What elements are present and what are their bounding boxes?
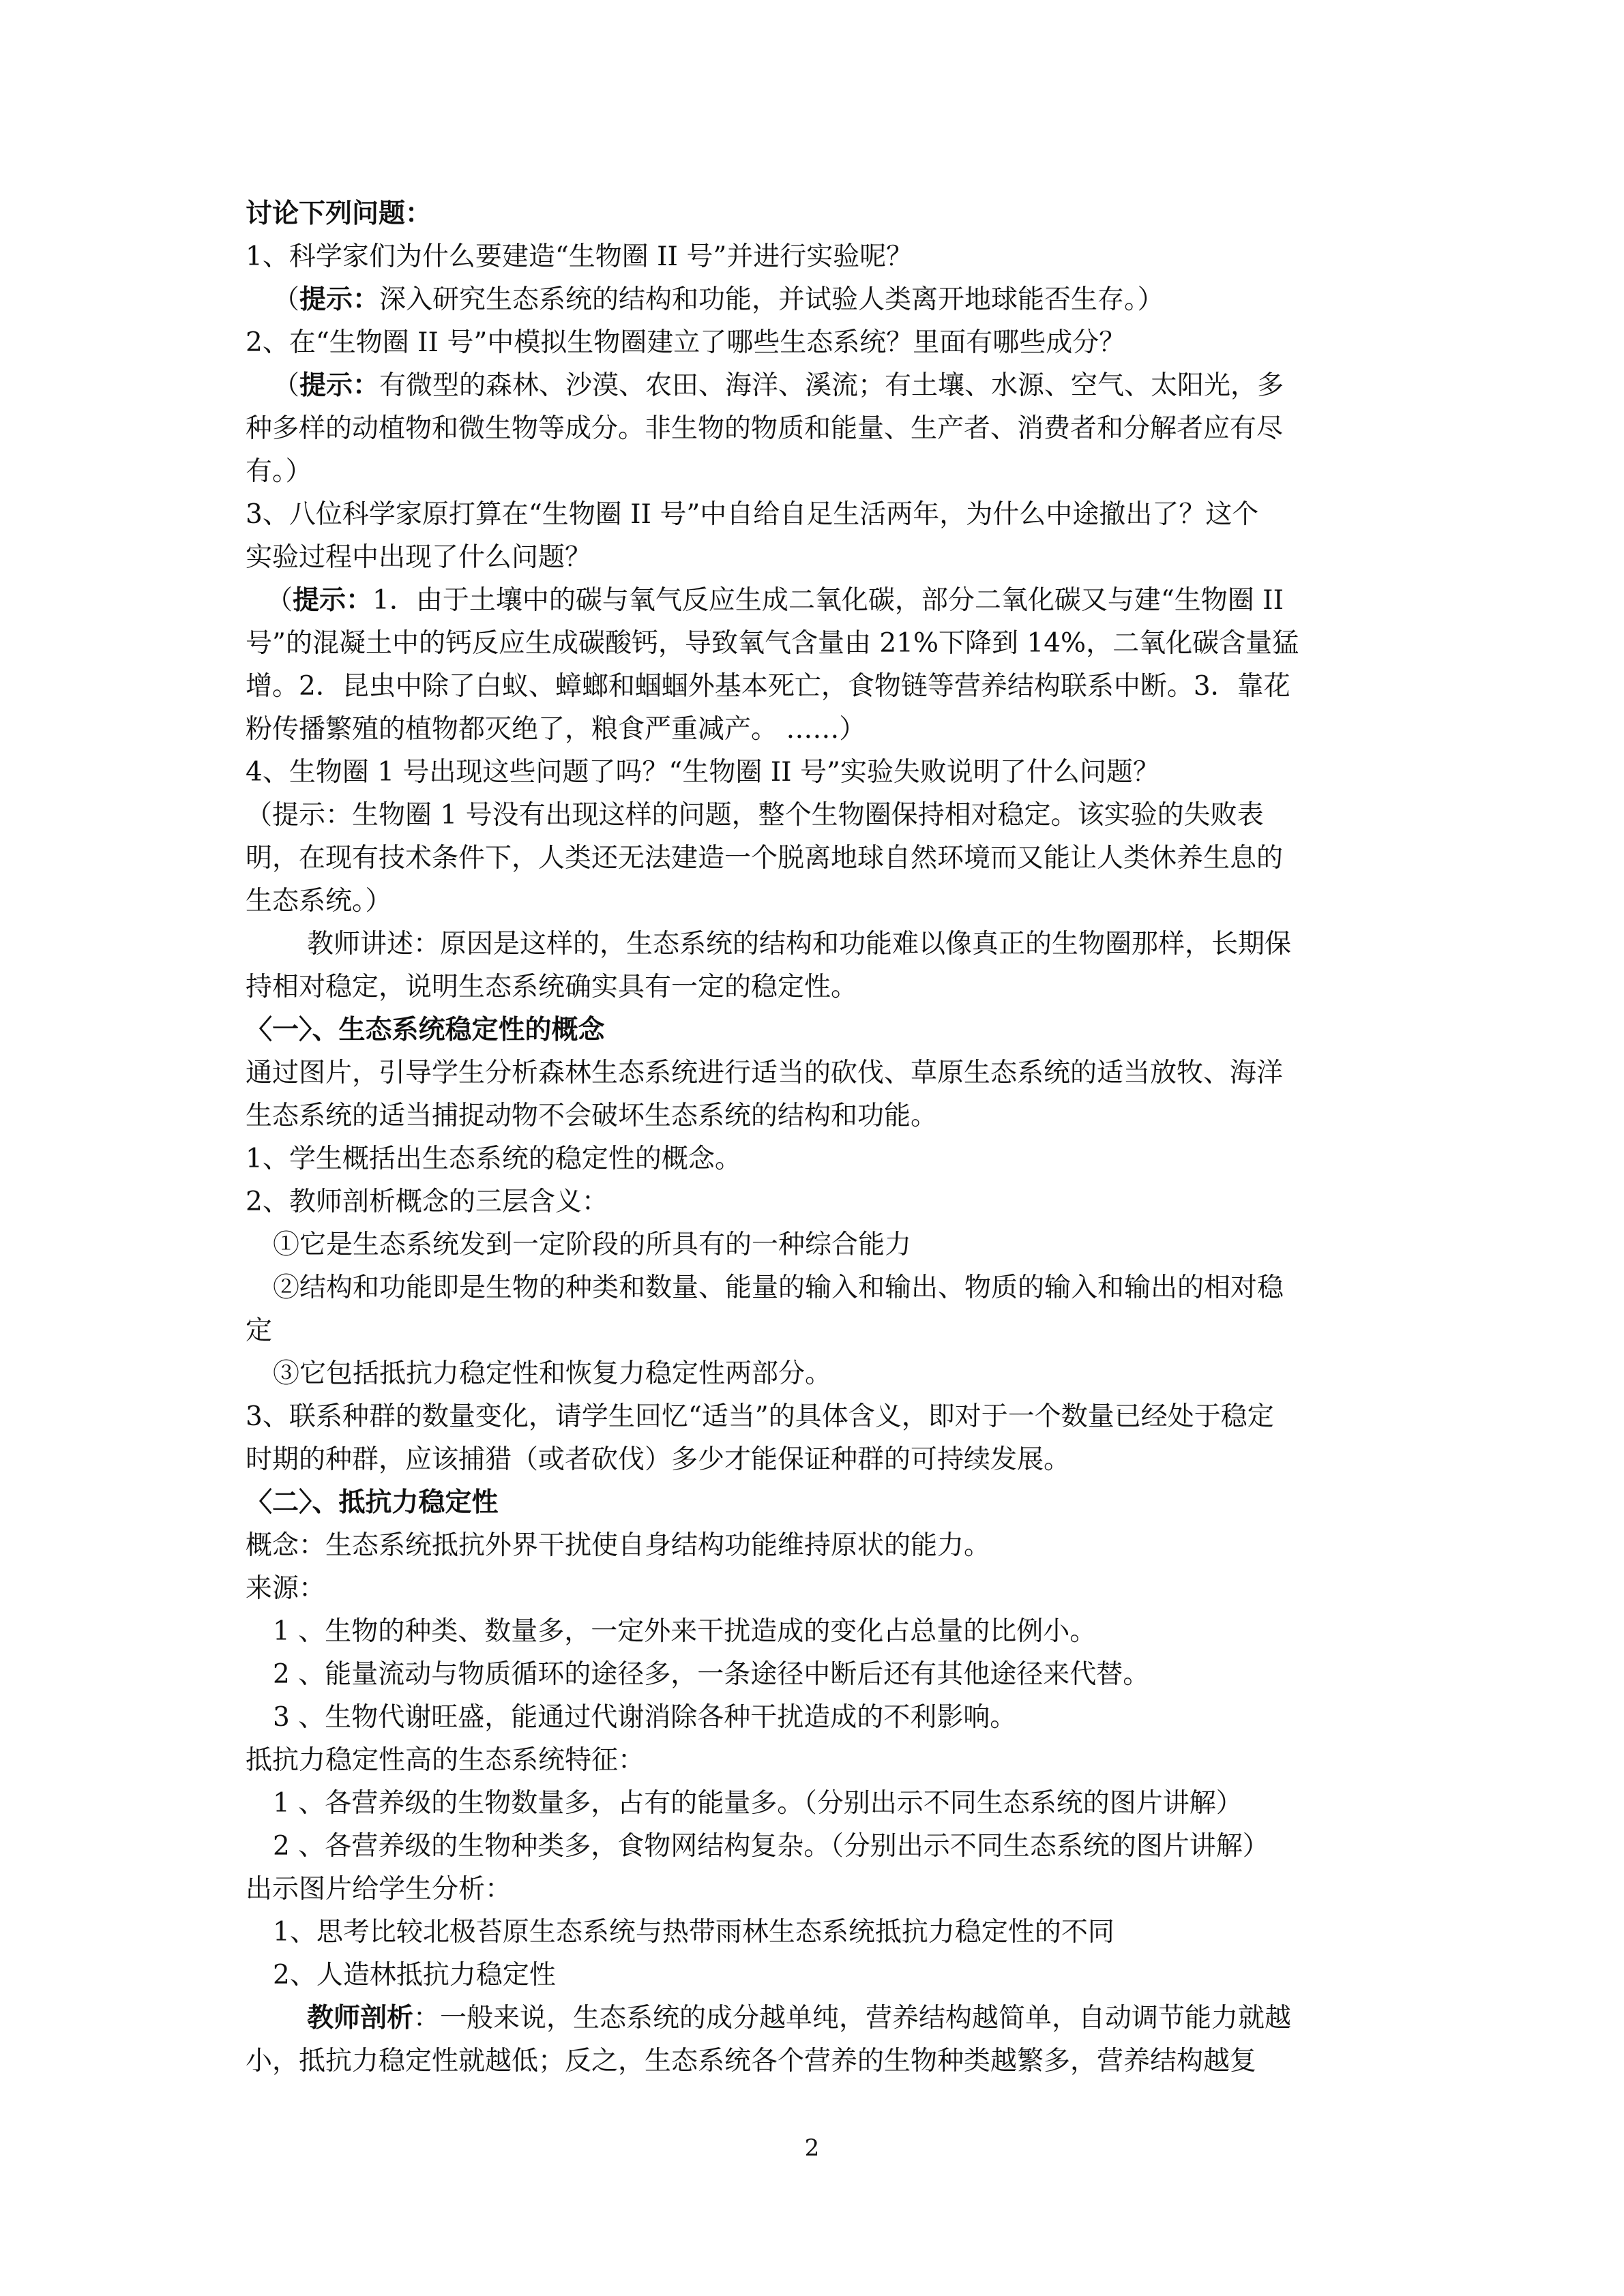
teacher-remark-line-2: 持相对稳定，说明生态系统确实具有一定的稳定性。 [246, 972, 858, 1002]
section-2-analysis-2: 2、人造林抵抗力稳定性 [273, 1960, 556, 1991]
section-1-sub-2-line-1: ②结构和功能即是生物的种类和数量、能量的输入和输出、物质的输入和输出的相对稳 [273, 1272, 1284, 1303]
question-1: 1、科学家们为什么要建造“生物圈 II 号”并进行实验呢？ [246, 241, 913, 272]
answer-2-line-1 [246, 364, 1381, 407]
section-2-source-2: 2 、能量流动与物质循环的途径多，一条途径中断后还有其他途径来代替。 [273, 1659, 1150, 1690]
answer-2-label: 提示： [299, 370, 380, 401]
page-number: 2 [804, 2134, 820, 2162]
section-2-feature-1: 1 、各营养级的生物数量多，占有的能量多。（分别出示不同生态系统的图片讲解） [273, 1788, 1243, 1819]
section-2-source-1: 1 、生物的种类、数量多，一定外来干扰造成的变化占总量的比例小。 [273, 1616, 1097, 1647]
answer-4-line-2: 明，在现有技术条件下，人类还无法建造一个脱离地球自然环境而又能让人类休养生息的 [246, 843, 1284, 874]
question-4: 4、生物圈 1 号出现这些问题了吗？“生物圈 II 号”实验失败说明了什么问题？ [246, 757, 1160, 788]
answer-4-line-1: （提示：生物圈 1 号没有出现这样的问题，整个生物圈保持相对稳定。该实验的失败表 [246, 800, 1264, 831]
teacher-remark-line-1: 教师讲述：原因是这样的，生态系统的结构和功能难以像真正的生物圈那样，长期保 [307, 929, 1292, 959]
answer-3-label: 提示： [293, 584, 373, 616]
answer-2-line-2: 种多样的动植物和微生物等成分。非生物的物质和能量、生产者、消费者和分解者应有尽 [246, 413, 1284, 444]
question-3-line-1: 3、八位科学家原打算在“生物圈 II 号”中自给自足生活两年，为什么中途撤出了？这个 [246, 499, 1259, 530]
section-1-intro-line-1: 通过图片，引导学生分析森林生态系统进行适当的砍伐、草原生态系统的适当放牧、海洋 [246, 1058, 1284, 1088]
section-1-sub-3: ③它包括抵抗力稳定性和恢复力稳定性两部分。 [273, 1358, 832, 1389]
section-1-intro-line-2: 生态系统的适当捕捉动物不会破坏生态系统的结构和功能。 [246, 1101, 938, 1131]
section-2-teacher-line-2: 小，抵抗力稳定性就越低；反之，生态系统各个营养的生物种类越繁多，营养结构越复 [246, 2046, 1257, 2076]
question-3-line-2: 实验过程中出现了什么问题？ [246, 542, 592, 573]
section-2-teacher-label: 教师剖析 [307, 2002, 414, 2033]
answer-2-line-3: 有。） [246, 456, 312, 487]
answer-3-line-1 [246, 579, 1381, 622]
answer-1-open: （ [273, 284, 300, 315]
section-2-analysis-1: 1、思考比较北极苔原生态系统与热带雨林生态系统抵抗力稳定性的不同 [273, 1917, 1114, 1948]
section-2-concept: 概念：生态系统抵抗外界干扰使自身结构功能维持原状的能力。 [246, 1530, 991, 1561]
section-2-source-label: 来源： [246, 1573, 326, 1604]
section-1-item-3-line-1: 3、联系种群的数量变化，请学生回忆“适当”的具体含义，即对于一个数量已经处于稳定 [246, 1401, 1274, 1432]
section-2-analysis-label: 出示图片给学生分析： [246, 1874, 512, 1905]
answer-1 [246, 278, 1381, 321]
answer-3-line-2: 号”的混凝土中的钙反应生成碳酸钙，导致氧气含量由 21%下降到 14%，二氧化碳含量猛 [246, 628, 1299, 659]
section-1-heading: 〈一〉、生态系统稳定性的概念 [246, 1014, 605, 1045]
section-2-heading: 〈二〉、抵抗力稳定性 [246, 1487, 499, 1518]
section-2-feature-label: 抵抗力稳定性高的生态系统特征： [246, 1745, 645, 1776]
section-2-teacher-line-1 [246, 1997, 1381, 2040]
answer-3-line-4: 粉传播繁殖的植物都灭绝了，粮食严重减产。 ……） [246, 714, 866, 745]
section-1-item-2: 2、教师剖析概念的三层含义： [246, 1187, 608, 1217]
answer-1-label: 提示： [299, 284, 380, 315]
question-2: 2、在“生物圈 II 号”中模拟生物圈建立了哪些生态系统？里面有哪些成分？ [246, 327, 1126, 358]
answer-3-text: 1．由于土壤中的碳与氧气反应生成二氧化碳，部分二氧化碳又与建“生物圈 II [372, 585, 1284, 616]
section-1-item-3-line-2: 时期的种群，应该捕猎（或者砍伐）多少才能保证种群的可持续发展。 [246, 1444, 1071, 1475]
section-1-item-1: 1、学生概括出生态系统的稳定性的概念。 [246, 1144, 741, 1174]
answer-3-line-3: 增。2．昆虫中除了白蚁、蟑螂和蝈蝈外基本死亡，食物链等营养结构联系中断。3．靠花 [246, 671, 1290, 702]
section-1-sub-2-line-2: 定 [246, 1315, 273, 1346]
section-2-feature-2: 2 、各营养级的生物种类多，食物网结构复杂。（分别出示不同生态系统的图片讲解） [273, 1831, 1269, 1862]
discussion-heading: 讨论下列问题： [246, 198, 432, 229]
answer-3-open: （ [266, 585, 293, 616]
section-1-sub-1: ①它是生态系统发到一定阶段的所具有的一种综合能力 [273, 1229, 912, 1260]
section-2-teacher-text: ：一般来说，生态系统的成分越单纯，营养结构越简单，自动调节能力就越 [413, 2003, 1292, 2033]
answer-2-open: （ [273, 370, 300, 401]
answer-4-line-3: 生态系统。） [246, 886, 392, 916]
page-body [246, 192, 1381, 2083]
answer-1-text: 深入研究生态系统的结构和功能，并试验人类离开地球能否生存。） [379, 284, 1164, 315]
answer-2-text: 有微型的森林、沙漠、农田、海洋、溪流；有土壤、水源、空气、太阳光，多 [379, 370, 1284, 401]
section-2-source-3: 3 、生物代谢旺盛，能通过代谢消除各种干扰造成的不利影响。 [273, 1702, 1017, 1733]
